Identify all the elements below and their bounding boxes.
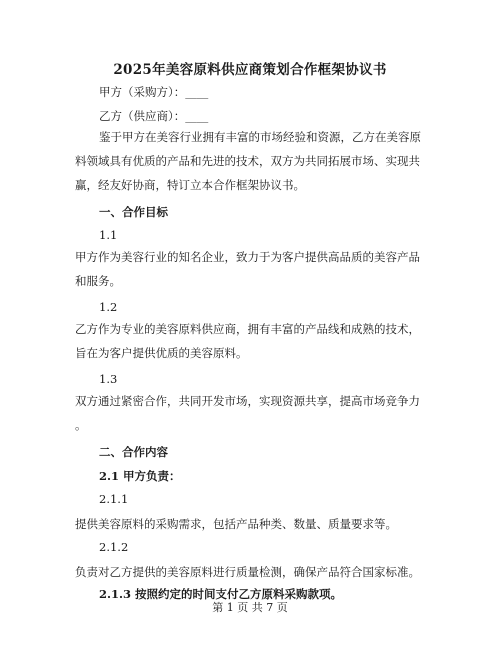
clause-2-1-2-text: 负责对乙方提供的美容原料进行质量检测，确保产品符合国家标准。 [75, 565, 420, 579]
clause-1-3-line-1: 双方通过紧密合作，共同开发市场，实现资源共享，提高市场竞争力 [75, 394, 420, 408]
clause-1-3-line-2: 。 [75, 418, 87, 432]
clause-1-3-text [75, 389, 430, 437]
preamble-line-1: 鉴于甲方在美容行业拥有丰富的市场经验和资源，乙方在美容原 [99, 130, 421, 144]
section-1-heading: 一、合作目标 [99, 205, 168, 219]
clause-1-2-text [75, 317, 430, 365]
clause-2-1-3-text: 2.1.3 按照约定的时间支付乙方原料采购款项。 [99, 587, 343, 601]
clause-2-1-1-number: 2.1.1 [99, 492, 129, 506]
party-b-line: 乙方（供应商）：____ [99, 109, 209, 123]
section-2-heading: 二、合作内容 [99, 445, 168, 459]
clause-1-1-line-1: 甲方作为美容行业的知名企业，致力于为客户提供高品质的美容产品 [75, 250, 420, 264]
clause-1-2-line-1: 乙方作为专业的美容原料供应商，拥有丰富的产品线和成熟的技术， [75, 322, 420, 336]
preamble-line-2: 料领域具有优质的产品和先进的技术，双方为共同拓展市场、实现共 [75, 154, 420, 168]
page-footer: 第 1 页 共 7 页 [212, 601, 288, 614]
clause-1-1-number: 1.1 [99, 228, 118, 242]
clause-2-1-heading: 2.1 甲方负责： [99, 469, 181, 483]
preamble-line-3: 赢，经友好协商，特订立本合作框架协议书。 [75, 178, 305, 192]
clause-1-1-text [75, 245, 430, 293]
document-title: 2025年美容原料供应商策划合作框架协议书 [113, 62, 387, 78]
clause-2-1-1-text: 提供美容原料的采购需求，包括产品种类、数量、质量要求等。 [75, 517, 397, 531]
party-a-line: 甲方（采购方）：____ [99, 85, 209, 99]
clause-1-3-number: 1.3 [99, 372, 118, 386]
clause-1-2-number: 1.2 [99, 300, 118, 314]
clause-1-1-line-2: 和服务。 [75, 274, 121, 288]
clause-1-2-line-2: 旨在为客户提供优质的美容原料。 [75, 346, 248, 360]
preamble-paragraph [75, 125, 430, 197]
clause-2-1-2-number: 2.1.2 [99, 540, 129, 554]
